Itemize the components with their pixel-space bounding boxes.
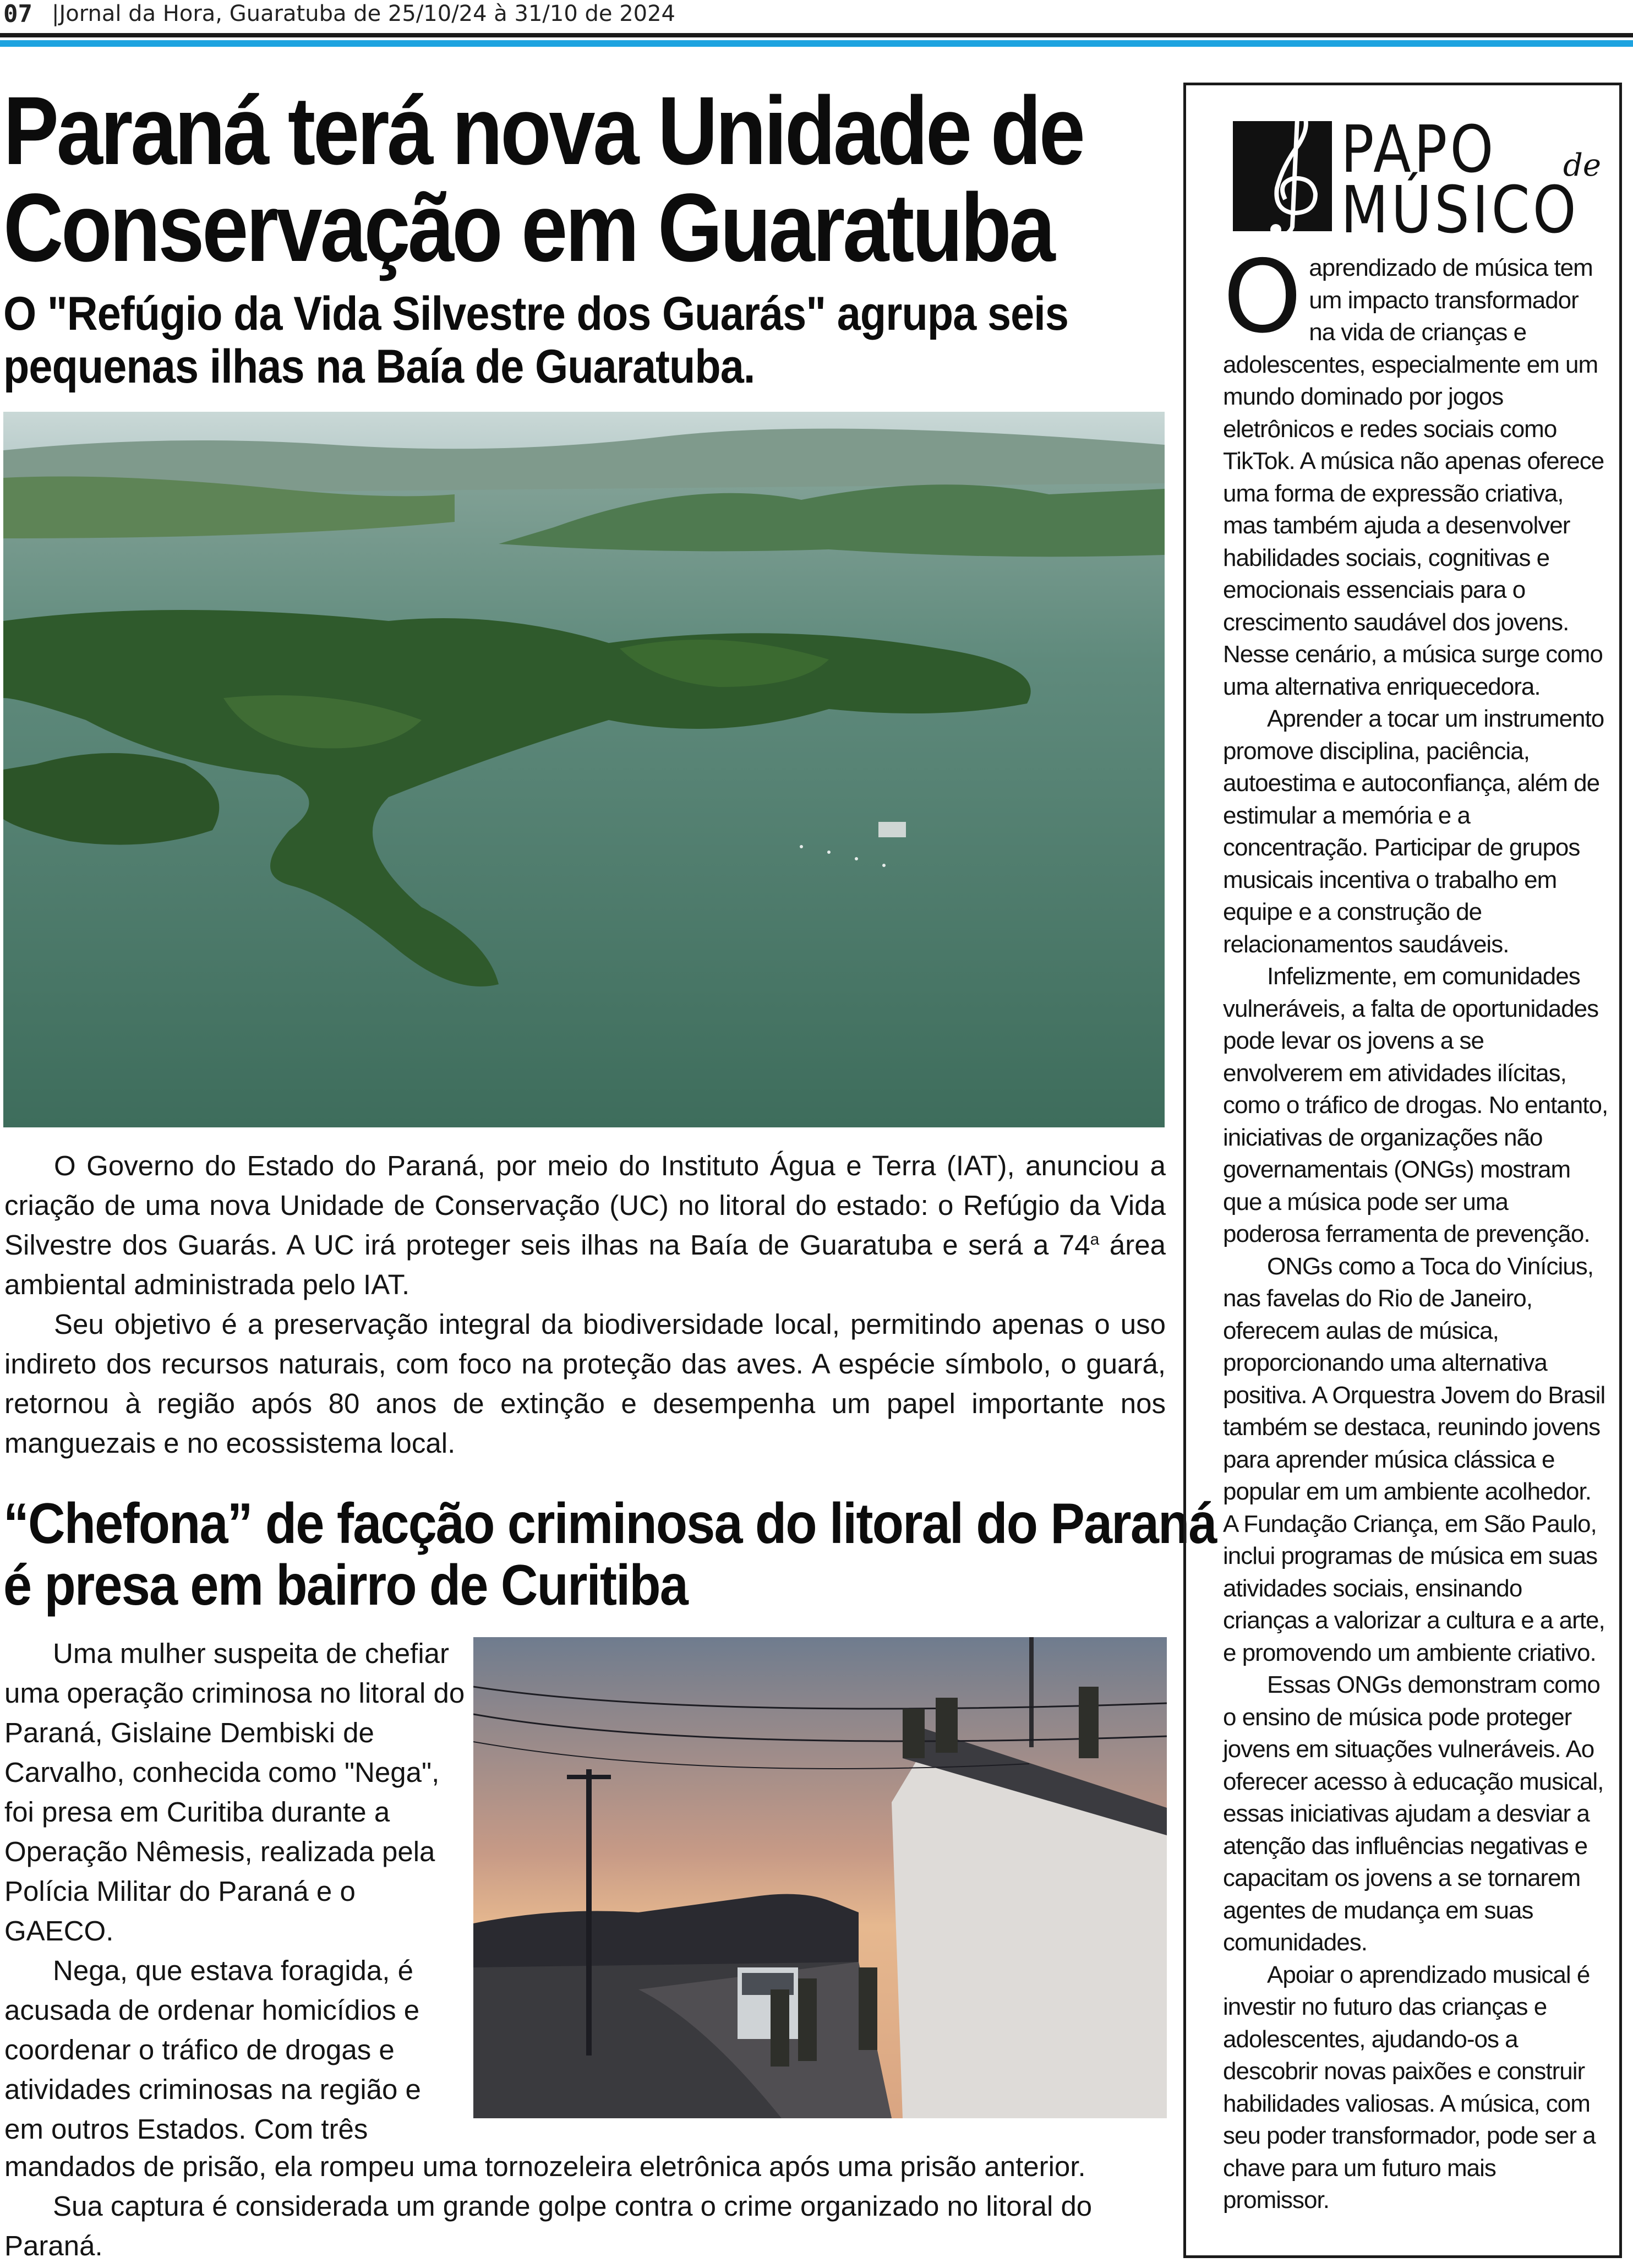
article2-paragraph-3: Sua captura é considerada um grande golpe contra o crime organizado no litoral do Paraná. (4, 2190, 1093, 2261)
article1-headline (3, 77, 1083, 282)
article1-headline-line2: Conservação em Guaratuba (3, 174, 1053, 282)
article1-paragraph-2: Seu objetivo é a preservação integral da biodiversidade local, permitindo apenas o uso indireto dos recursos naturais, com foco na proteção das aves. A espécie símbolo, o guará, retornou à região após 80 anos de extinção e desempenha um papel importante nos manguezais e no ecossistema local. (4, 1309, 1166, 1459)
police-operation-photo (473, 1637, 1167, 2118)
logo-word-de: de (1563, 148, 1601, 183)
article1-paragraph-1: O Governo do Estado do Paraná, por meio do Instituto Água e Terra (IAT), anunciou a criação de uma nova Unidade de Conservação (UC) no litoral do estado: o Refúgio da Vida Silvestre dos Guarás. A UC irá proteger seis ilhas na Baía de Guaratuba e será a 74$^a$ área ambiental administrada pelo IAT. (4, 1150, 1166, 1300)
article2-headline (3, 1493, 1216, 1616)
article2-headline-line2: é presa em bairro de Curitiba (3, 1553, 688, 1617)
article1-headline-line1: Paraná terá nova Unidade de (3, 77, 1083, 185)
article2-paragraph-2-continued: mandados de prisão, ela rompeu uma tornozeleira eletrônica após uma prisão anterior. (4, 2151, 1086, 2182)
police-operation-illustration (473, 1637, 1167, 2118)
article1-subheadline-line2: pequenas ilhas na Baía de Guaratuba. (3, 340, 755, 393)
column-paragraph-5: Essas ONGs demonstram como o ensino de música pode proteger jovens em situações vulneráveis. Ao oferecer acesso à educação musical, essas iniciativas ajudam a desviar a atenção das influências negativas e capacitam os jovens a se tornarem agentes de mudança em suas comunidades. (1223, 1671, 1604, 1956)
article2-paragraph-1: Uma mulher suspeita de chefiar uma operação criminosa no litoral do Paraná, Gislaine Dembiski de Carvalho, conhecida como "Nega", foi presa em Curitiba durante a Operação Nêmesis, realizada pela Polícia Militar do Paraná e o GAECO. (4, 1638, 465, 1947)
drop-cap: O (1223, 238, 1302, 355)
column-paragraph-3: Infelizmente, em comunidades vulneráveis, a falta de oportunidades pode levar os jovens a se envolverem em atividades ilícitas, como o tráfico de drogas. No entanto, iniciativas de organizações não governamentais (ONGs) mostram que a música pode ser uma poderosa ferramenta de prevenção. (1223, 963, 1608, 1247)
logo-black-square (1233, 121, 1332, 231)
article2-headline-line1: “Chefona” de facção criminosa do litoral do Paraná (3, 1492, 1216, 1556)
aerial-bay-islands-photo (3, 412, 1165, 1127)
logo-word-papo: PAPO (1341, 111, 1497, 187)
newspaper-edition-info: |Jornal da Hora, Guaratuba de 25/10/24 à 31/10 de 2024 (52, 1, 676, 26)
header-rule-black (0, 33, 1633, 37)
column-paragraph-1: Oaprendizado de música tem um impacto transformador na vida de crianças e adolescentes, especialmente em um mundo dominado por jogos eletrônicos e redes sociais como TikTok. A música não apenas oferece uma forma de expressão criativa, mas também ajuda a desenvolver habilidades sociais, cognitivas e emocionais essenciais para o crescimento saudável dos jovens. Nesse cenário, a música surge como uma alternativa enriquecedora. (1223, 238, 1604, 700)
page-number: 07 (3, 0, 32, 28)
article1-subheadline-line1: O "Refúgio da Vida Silvestre dos Guarás" agrupa seis (3, 287, 1069, 340)
logo-word-musico: MÚSICO (1341, 172, 1579, 248)
page-header (0, 0, 1633, 36)
article2-body (4, 1634, 467, 2149)
papo-de-musico-logo (1233, 95, 1618, 248)
article1-subheadline (3, 287, 1068, 393)
article1-body (4, 1146, 1166, 1463)
treble-clef-icon (1233, 95, 1343, 238)
column-paragraph-6: Apoiar o aprendizado musical é investir no futuro das crianças e adolescentes, ajudando-os a descobrir novas paixões e construir habilidades valiosas. A música, com seu poder transformador, pode ser a chave para um futuro mais promissor. (1223, 1961, 1596, 2214)
papo-de-musico-column-text (1223, 238, 1608, 2217)
column-paragraph-4: ONGs como a Toca do Vinícius, nas favelas do Rio de Janeiro, oferecem aulas de música, proporcionando uma alternativa positiva. A Orquestra Jovem do Brasil também se destaca, reunindo jovens para aprender música clássica e popular em um ambiente acolhedor. A Fundação Criança, em São Paulo, inclui programas de música em suas atividades sociais, ensinando crianças a valorizar a cultura e a arte, e promovendo um ambiente criativo. (1223, 1252, 1605, 1666)
article2-body-continued (4, 2147, 1166, 2266)
column-paragraph-2: Aprender a tocar um instrumento promove disciplina, paciência, autoestima e autoconfiança, além de estimular a memória e a concentração. Participar de grupos musicais incentiva o trabalho em equipe e a construção de relacionamentos saudáveis. (1223, 705, 1604, 958)
article2-paragraph-2: Nega, que estava foragida, é acusada de ordenar homicídios e coordenar o tráfico de drogas e atividades criminosas na região e em outros Estados. Com três (4, 1955, 421, 2145)
header-rule-blue (0, 40, 1633, 47)
aerial-bay-islands-illustration (3, 412, 1165, 1127)
